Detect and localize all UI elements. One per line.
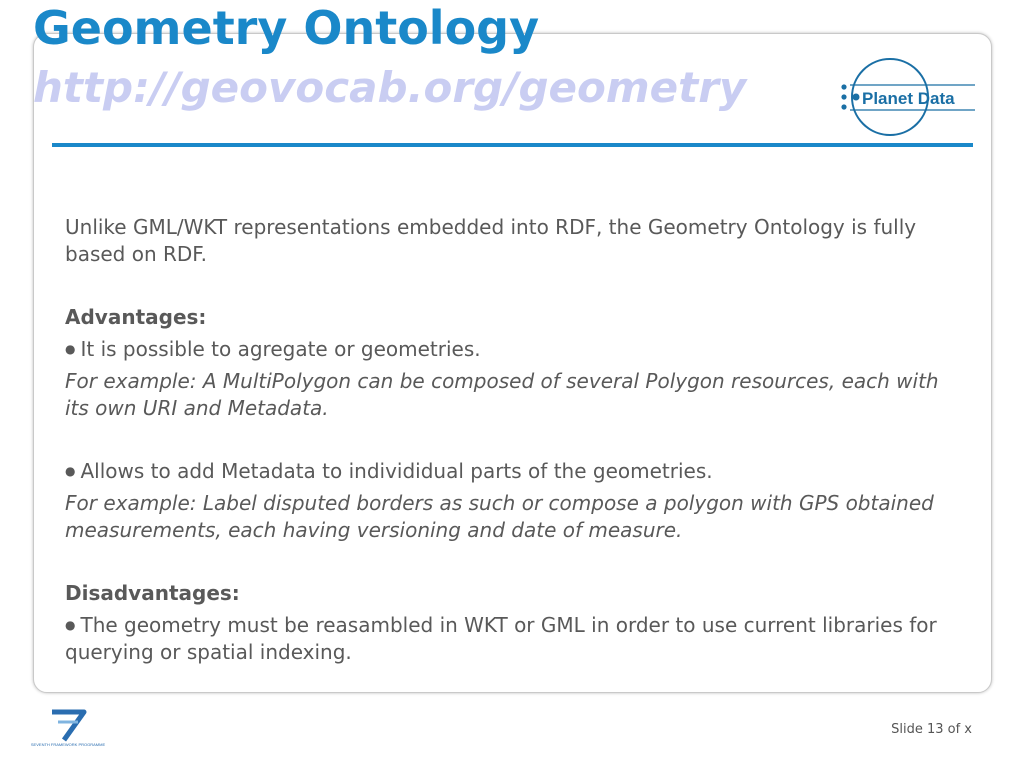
planet-data-logo	[840, 55, 975, 139]
title-divider	[52, 143, 973, 147]
slide-number: Slide 13 of x	[891, 722, 972, 737]
advantage-item	[65, 336, 965, 363]
slide-subtitle-url[interactable]: http://geovocab.org/geometry	[33, 63, 747, 112]
logo-text: Planet Data	[862, 89, 955, 108]
disadvantage-item	[65, 612, 965, 666]
advantage-text: Allows to add Metadata to individidual parts of the geometries.	[80, 459, 713, 483]
fp7-label: SEVENTH FRAMEWORK PROGRAMME	[30, 742, 106, 747]
bullet-dot-icon: ●	[65, 618, 76, 632]
advantage-example: For example: A MultiPolygon can be composed of several Polygon resources, each with its own URI and Metadata.	[65, 369, 939, 420]
fp7-logo	[30, 708, 106, 754]
disadvantage-text: The geometry must be reasambled in WKT or GML in order to use current libraries for querying or spatial indexing.	[65, 613, 937, 664]
bullet-dot-icon: ●	[65, 464, 76, 478]
advantage-example: For example: Label disputed borders as such or compose a polygon with GPS obtained measurements, each having versioning and date of measure.	[65, 491, 934, 542]
advantage-item	[65, 458, 965, 485]
intro-text: Unlike GML/WKT representations embedded into RDF, the Geometry Ontology is fully based on RDF.	[65, 215, 917, 266]
bullet-dot-icon: ●	[65, 342, 76, 356]
disadvantages-heading: Disadvantages:	[65, 581, 240, 605]
advantages-heading: Advantages:	[65, 305, 207, 329]
slide-body	[65, 214, 965, 666]
advantage-text: It is possible to agregate or geometries.	[80, 337, 481, 361]
slide-title: Geometry Ontology	[33, 1, 540, 55]
